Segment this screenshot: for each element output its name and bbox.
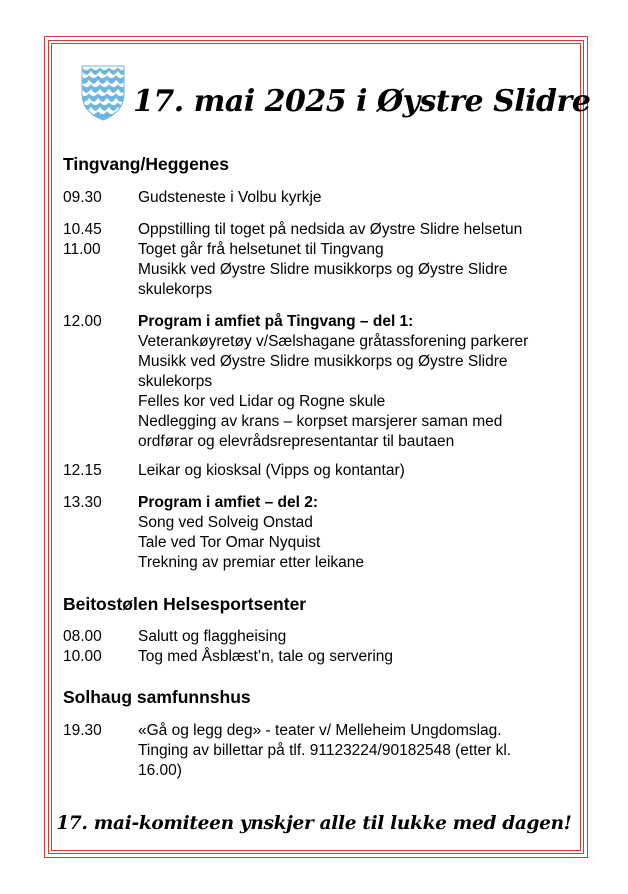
- entry-text: Leikar og kiosksal (Vipps og kontantar): [138, 462, 405, 479]
- entry-text: Musikk ved Øystre Slidre musikkorps og Øystre Slidre: [138, 261, 508, 278]
- entry-text: ordførar og elevrådsrepresentantar til bautaen: [138, 433, 455, 450]
- entry-time: 12.00: [63, 313, 102, 330]
- entry-text: Toget går frå helsetunet til Tingvang: [138, 241, 384, 258]
- section-heading-solhaug: Solhaug samfunnshus: [63, 687, 251, 707]
- entry-text: skulekorps: [138, 373, 213, 390]
- entry-text: Tale ved Tor Omar Nyquist: [138, 534, 321, 551]
- entry-time: 08.00: [63, 628, 102, 645]
- entry-heading: Program i amfiet på Tingvang – del 1:: [138, 313, 414, 330]
- entry-text: Gudsteneste i Volbu kyrkje: [138, 189, 322, 206]
- coat-of-arms-icon: [80, 64, 126, 122]
- entry-text: skulekorps: [138, 281, 213, 298]
- section-heading-beitostolen: Beitostølen Helsesportsenter: [63, 594, 307, 614]
- entry-text: Salutt og flaggheising: [138, 628, 287, 645]
- entry-time: 10.00: [63, 648, 102, 665]
- entry-time: 09.30: [63, 189, 102, 206]
- entry-text: Veterankøyretøy v/Sælshagane gråtassforening parkerer: [138, 333, 529, 350]
- entry-text: Nedlegging av krans – korpset marsjerer saman med: [138, 413, 503, 430]
- entry-text: Oppstilling til toget på nedsida av Øystre Slidre helsetun: [138, 221, 523, 238]
- entry-text: Song ved Solveig Onstad: [138, 514, 313, 531]
- entry-text: Tog med Åsblæst’n, tale og servering: [138, 648, 394, 665]
- footer-greeting: 17. mai-komiteen ynskjer alle til lukke med dagen!: [56, 813, 572, 834]
- section-heading-tingvang: Tingvang/Heggenes: [63, 154, 229, 174]
- entry-text: 16.00): [138, 762, 182, 779]
- entry-time: 19.30: [63, 722, 102, 739]
- entry-time: 12.15: [63, 462, 102, 479]
- entry-text: Tinging av billettar på tlf. 91123224/90182548 (etter kl.: [138, 742, 512, 759]
- entry-time: 11.00: [63, 241, 101, 258]
- entry-heading: Program i amfiet – del 2:: [138, 494, 319, 511]
- entry-text: Felles kor ved Lidar og Rogne skule: [138, 393, 386, 410]
- entry-time: 13.30: [63, 494, 102, 511]
- entry-text: Musikk ved Øystre Slidre musikkorps og Øystre Slidre: [138, 353, 508, 370]
- page-title: 17. mai 2025 i Øystre Slidre: [133, 84, 591, 119]
- entry-text: Trekning av premiar etter leikane: [138, 554, 364, 571]
- entry-text: «Gå og legg deg» - teater v/ Melleheim Ungdomslag.: [138, 722, 502, 739]
- entry-time: 10.45: [63, 221, 102, 238]
